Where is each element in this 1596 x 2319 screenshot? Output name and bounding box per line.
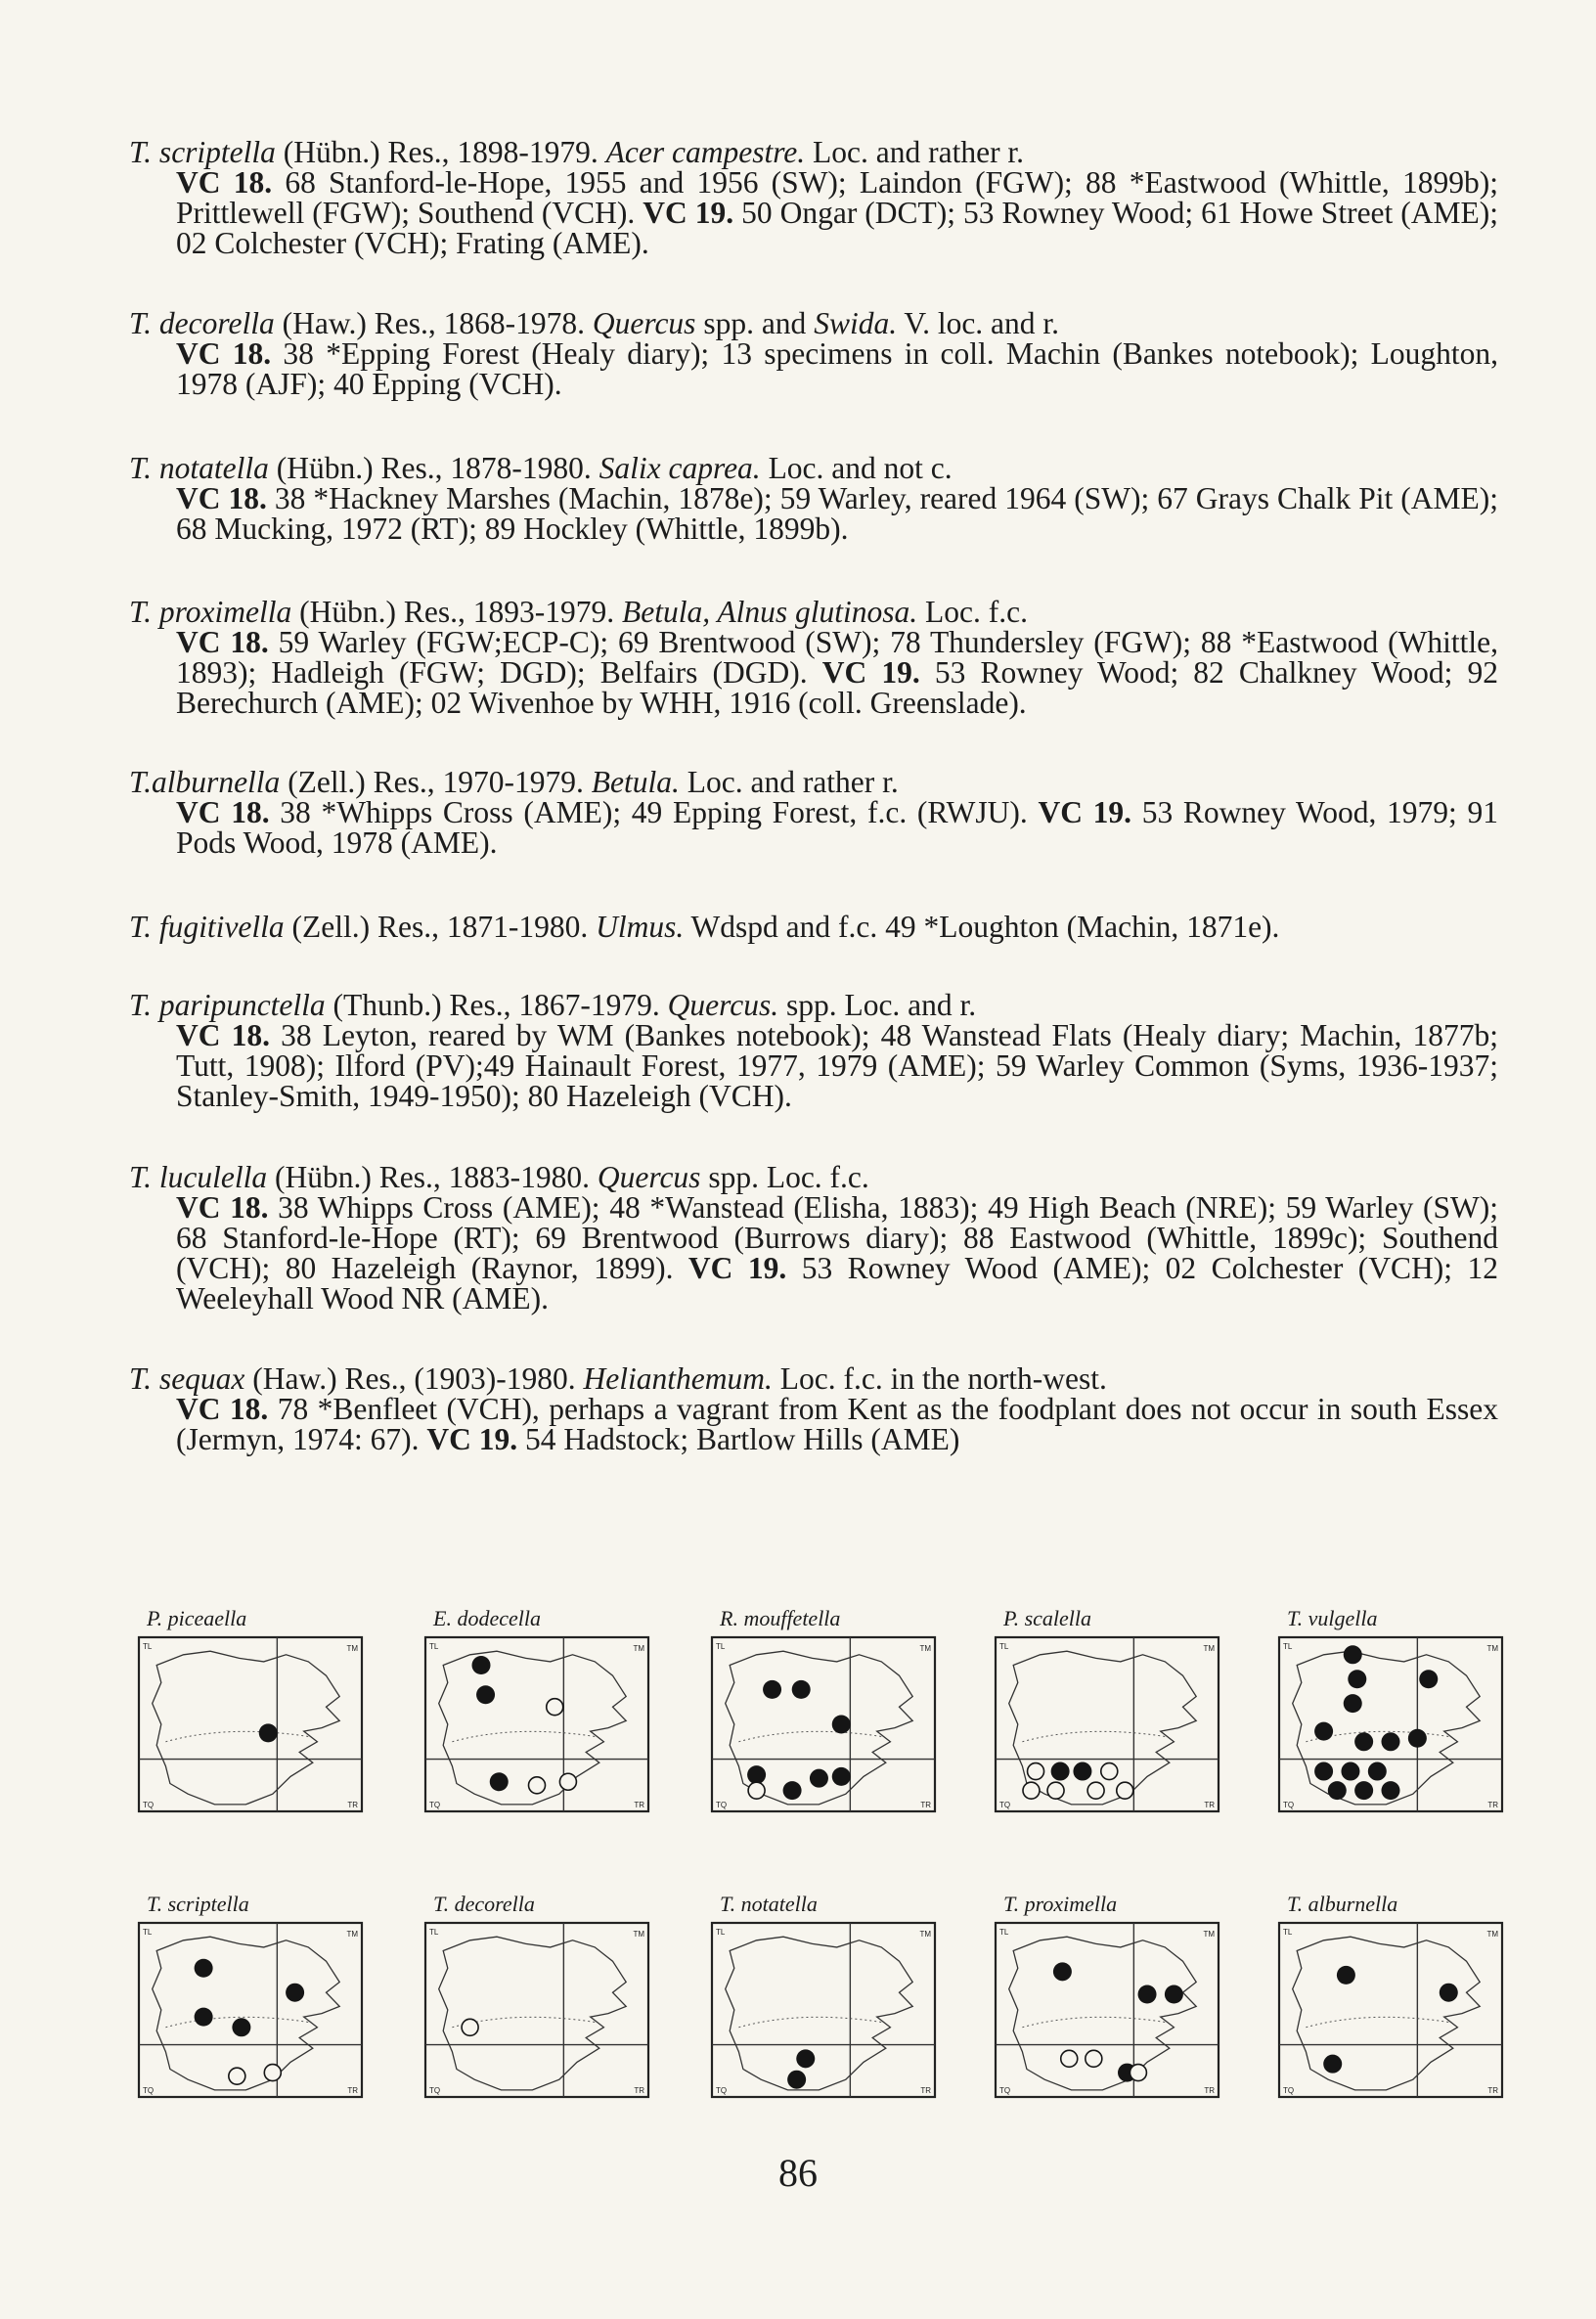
record-dot-solid — [787, 2071, 806, 2089]
record-dot-open — [1086, 2050, 1102, 2067]
species-entry-scriptella: T. scriptella (Hübn.) Res., 1898-1979. Acer campestre. Loc. and rather r. VC 18. 68 Stanford-le-Hope, 1955 and 1956 (SW); Laindon (FGW); 88 *Eastwood (Whittle, 1899b); Prittlewell (FGW); Southend (VCH). VC 19. 50 Ongar (DCT); 53 Rowney Wood; 61 Howe Street (AME); 02 Colchester (VCH); Frating (AME). — [129, 135, 1498, 260]
species-entry-notatella: T. notatella (Hübn.) Res., 1878-1980. Salix caprea. Loc. and not c. VC 18. 38 *Hackney Marshes (Machin, 1878e); 59 Warley, reared 1964 (SW); 67 Grays Chalk Pit (AME); 68 Mucking, 1972 (RT); 89 Hockley (Whittle, 1899b). — [129, 451, 1499, 546]
record-dot-solid — [1344, 1694, 1362, 1713]
county-outline — [153, 1937, 340, 2090]
essex-grid-map — [708, 1633, 943, 1819]
grid-label: TM — [1203, 1930, 1215, 1939]
grid-label: TL — [143, 1642, 153, 1651]
vice-county-boundary — [1306, 2017, 1448, 2027]
vc-label: VC 18. — [176, 625, 269, 659]
grid-label: TM — [919, 1930, 931, 1939]
foodplant: Quercus — [597, 1160, 701, 1194]
essex-grid-map — [1275, 1919, 1510, 2105]
record-dot-open — [462, 2019, 478, 2035]
vc-label: VC 18. — [176, 1392, 269, 1426]
record-dot-solid — [1328, 1781, 1347, 1800]
distribution-map — [135, 1604, 389, 1819]
record-dot-open — [1130, 2065, 1146, 2081]
county-outline — [1009, 1937, 1197, 2090]
map-caption: E. dodecella — [433, 1606, 541, 1630]
distribution-map — [708, 1890, 962, 2105]
vc-label: VC 18. — [176, 795, 270, 829]
vc-label: VC 19. — [1038, 795, 1132, 829]
grid-label: TM — [1486, 1930, 1498, 1939]
vc-label: VC 19. — [426, 1422, 518, 1456]
vice-county-boundary — [165, 1731, 308, 1741]
species-name: T.alburnella — [129, 765, 281, 799]
foodplant: Ulmus. — [596, 910, 685, 944]
record-dot-solid — [1348, 1670, 1366, 1688]
grid-label: TM — [1486, 1644, 1498, 1653]
record-dot-solid — [1440, 1984, 1458, 2002]
species-entry-fugitivella: T. fugitivella (Zell.) Res., 1871-1980. Ulmus. Wdspd and f.c. 49 *Loughton (Machin, 1871e). — [129, 910, 1280, 944]
record-dot-solid — [783, 1781, 802, 1800]
grid-label: TR — [634, 1801, 644, 1809]
foodplant: Betula, Alnus glutinosa. — [621, 595, 918, 629]
essex-grid-map — [421, 1633, 656, 1819]
record-dot-open — [1061, 2050, 1078, 2067]
vice-county-boundary — [1022, 1731, 1165, 1741]
record-dot-solid — [1051, 1762, 1070, 1781]
record-dot-solid — [476, 1685, 495, 1704]
record-dot-solid — [259, 1723, 278, 1742]
map-caption: T. scriptella — [147, 1892, 249, 1916]
grid-label: TQ — [429, 2086, 441, 2095]
distribution-maps — [125, 1604, 1498, 2132]
foodplant: Betula. — [591, 765, 680, 799]
record-dot-open — [748, 1782, 765, 1799]
record-dot-solid — [1382, 1781, 1400, 1800]
record-dot-solid — [1341, 1762, 1359, 1781]
vice-county-boundary — [452, 1731, 595, 1741]
record-dot-solid — [195, 2008, 213, 2027]
foodplant: Quercus — [592, 306, 696, 340]
grid-label: TQ — [716, 1801, 728, 1809]
essex-grid-map — [992, 1919, 1226, 2105]
record-dot-open — [547, 1699, 563, 1716]
foodplant: Helianthemum. — [583, 1361, 773, 1396]
record-dot-open — [1028, 1763, 1044, 1780]
grid-label: TL — [429, 1928, 439, 1937]
species-name: T. decorella — [129, 306, 275, 340]
grid-label: TL — [429, 1642, 439, 1651]
grid-label: TM — [1203, 1644, 1215, 1653]
vc-label: VC 19. — [687, 1251, 787, 1285]
vc-label: VC 19. — [643, 196, 734, 230]
essex-grid-map — [135, 1919, 370, 2105]
county-outline — [439, 1937, 627, 2090]
record-dot-solid — [832, 1767, 851, 1786]
record-dot-solid — [1368, 1762, 1387, 1781]
record-dot-solid — [1323, 2055, 1342, 2074]
distribution-map — [421, 1604, 676, 1819]
record-dot-open — [529, 1777, 546, 1794]
record-dot-solid — [1354, 1781, 1373, 1800]
map-caption: T. vulgella — [1287, 1606, 1378, 1630]
county-outline — [1293, 1937, 1481, 2090]
grid-label: TR — [1487, 2086, 1498, 2095]
record-dot-solid — [1165, 1985, 1183, 2003]
vc-label: VC 18. — [176, 1190, 269, 1225]
vc-label: VC 18. — [176, 481, 267, 515]
record-dot-solid — [1138, 1985, 1157, 2003]
grid-label: TR — [634, 2086, 644, 2095]
record-dot-solid — [832, 1716, 851, 1734]
essex-grid-map — [992, 1633, 1226, 1819]
distribution-map — [992, 1604, 1246, 1819]
grid-label: TL — [999, 1642, 1009, 1651]
record-dot-open — [1117, 1782, 1133, 1799]
foodplant: Salix caprea. — [598, 451, 761, 485]
species-name: T. luculella — [129, 1160, 268, 1194]
map-caption: T. decorella — [433, 1892, 535, 1916]
distribution-map — [1275, 1890, 1530, 2105]
distribution-map — [421, 1890, 676, 2105]
record-dot-solid — [1053, 1962, 1072, 1981]
essex-grid-map — [135, 1633, 370, 1819]
record-dot-open — [559, 1773, 576, 1790]
record-dot-solid — [792, 1680, 811, 1699]
map-caption: T. proximella — [1003, 1892, 1118, 1916]
vice-county-boundary — [738, 2017, 881, 2027]
record-dot-solid — [1073, 1762, 1091, 1781]
species-entry-paripunctella: T. paripunctella (Thunb.) Res., 1867-1979. Quercus. spp. Loc. and r. VC 18. 38 Leyton, reared by WM (Bankes notebook); 48 Wanstead Flats (Healy diary; Machin, 1877b; Tutt, 1908); Ilford (PV);49 Hainault Forest, 1977, 1979 (AME); 59 Warley Common (Syms, 1936-1937; Stanley-Smith, 1949-1950); 80 Hazeleigh (VCH). — [129, 988, 1498, 1113]
grid-label: TL — [143, 1928, 153, 1937]
species-entry-luculella: T. luculella (Hübn.) Res., 1883-1980. Quercus spp. Loc. f.c. VC 18. 38 Whipps Cross (AME); 48 *Wanstead (Elisha, 1883); 49 High Beach (NRE); 59 Warley (SW); 68 Stanford-le-Hope (RT); 69 Brentwood (Burrows diary); 88 Eastwood (Whittle, 1899c); Southend (VCH); 80 Hazeleigh (Raynor, 1899). VC 19. 53 Rowney Wood (AME); 02 Colchester (VCH); 12 Weeleyhall Wood NR (AME). — [129, 1160, 1498, 1316]
grid-label: TR — [347, 2086, 358, 2095]
grid-label: TL — [716, 1642, 726, 1651]
grid-label: TR — [920, 1801, 931, 1809]
species-entry-decorella: T. decorella (Haw.) Res., 1868-1978. Quercus spp. and Swida. V. loc. and r. VC 18. 38 *Epping Forest (Healy diary); 13 specimens in coll. Machin (Bankes notebook); Loughton, 1978 (AJF); 40 Epping (VCH). — [129, 306, 1498, 401]
grid-label: TM — [919, 1644, 931, 1653]
map-caption: T. alburnella — [1287, 1892, 1398, 1916]
grid-label: TQ — [999, 1801, 1011, 1809]
grid-label: TQ — [1283, 2086, 1295, 2095]
record-dot-solid — [747, 1765, 766, 1784]
record-dot-solid — [195, 1959, 213, 1978]
record-dot-open — [1023, 1782, 1040, 1799]
species-name: T. proximella — [129, 595, 292, 629]
record-dot-solid — [490, 1772, 509, 1791]
record-dot-open — [1087, 1782, 1104, 1799]
record-dot-solid — [1382, 1732, 1400, 1751]
species-entry-sequax: T. sequax (Haw.) Res., (1903)-1980. Helianthemum. Loc. f.c. in the north-west. VC 18. 78 *Benfleet (VCH), perhaps a vagrant from Kent as the foodplant does not occur in south Essex (Jermyn, 1974: 67). VC 19. 54 Hadstock; Bartlow Hills (AME) — [129, 1361, 1498, 1456]
map-caption: P. scalella — [1003, 1606, 1092, 1630]
grid-label: TM — [633, 1930, 644, 1939]
foodplant: Swida. — [814, 306, 898, 340]
record-dot-solid — [1344, 1645, 1362, 1664]
distribution-map — [135, 1890, 389, 2105]
page-number: 86 — [778, 2151, 818, 2195]
map-caption: P. piceaella — [147, 1606, 247, 1630]
record-dot-solid — [1337, 1966, 1355, 1985]
record-dot-solid — [1354, 1732, 1373, 1751]
grid-label: TQ — [143, 1801, 155, 1809]
grid-label: TQ — [1283, 1801, 1295, 1809]
grid-label: TL — [1283, 1642, 1293, 1651]
record-dot-open — [1047, 1782, 1064, 1799]
species-name: T. scriptella — [129, 135, 276, 169]
essex-grid-map — [708, 1919, 943, 2105]
species-name: T. fugitivella — [129, 910, 285, 944]
distribution-map — [992, 1890, 1246, 2105]
species-entry-alburnella: T.alburnella (Zell.) Res., 1970-1979. Betula. Loc. and rather r. VC 18. 38 *Whipps Cross (AME); 49 Epping Forest, f.c. (RWJU). VC 19. 53 Rowney Wood, 1979; 91 Pods Wood, 1978 (AME). — [129, 765, 1499, 860]
record-dot-solid — [232, 2018, 250, 2036]
grid-label: TM — [346, 1644, 358, 1653]
foodplant: Acer campestre. — [605, 135, 806, 169]
vc-label: VC 18. — [176, 336, 272, 371]
essex-grid-map — [1275, 1633, 1510, 1819]
grid-label: TR — [1487, 1801, 1498, 1809]
grid-label: TL — [999, 1928, 1009, 1937]
grid-label: TL — [716, 1928, 726, 1937]
grid-label: TR — [347, 1801, 358, 1809]
species-entry-proximella: T. proximella (Hübn.) Res., 1893-1979. Betula, Alnus glutinosa. Loc. f.c. VC 18. 59 Warley (FGW;ECP-C); 69 Brentwood (SW); 78 Thundersley (FGW); 88 *Eastwood (Whittle, 1893); Hadleigh (FGW; DGD); Belfairs (DGD). VC 19. 53 Rowney Wood; 82 Chalkney Wood; 92 Berechurch (AME); 02 Wivenhoe by WHH, 1916 (coll. Greenslade). — [129, 595, 1499, 720]
grid-label: TR — [1204, 1801, 1215, 1809]
vc-label: VC 18. — [176, 1018, 270, 1052]
vc-label: VC 19. — [821, 655, 920, 690]
record-dot-solid — [1314, 1762, 1333, 1781]
record-dot-open — [264, 2065, 281, 2081]
record-dot-solid — [1419, 1670, 1438, 1688]
vice-county-boundary — [1022, 2017, 1165, 2027]
record-dot-solid — [286, 1984, 304, 2002]
species-name: T. sequax — [129, 1361, 245, 1396]
grid-label: TR — [920, 2086, 931, 2095]
record-dot-solid — [810, 1769, 828, 1788]
record-dot-solid — [796, 2049, 815, 2068]
vc-label: VC 18. — [176, 165, 273, 200]
vice-county-boundary — [738, 1731, 881, 1741]
essex-grid-map — [421, 1919, 656, 2105]
record-dot-open — [1101, 1763, 1118, 1780]
grid-label: TQ — [143, 2086, 155, 2095]
species-name: T. paripunctella — [129, 988, 326, 1022]
map-caption: R. mouffetella — [720, 1606, 841, 1630]
distribution-map — [708, 1604, 962, 1819]
county-outline — [726, 1937, 913, 2090]
grid-label: TM — [346, 1930, 358, 1939]
grid-label: TL — [1283, 1928, 1293, 1937]
grid-label: TQ — [429, 1801, 441, 1809]
grid-label: TQ — [999, 2086, 1011, 2095]
species-name: T. notatella — [129, 451, 269, 485]
record-dot-solid — [472, 1656, 491, 1674]
record-dot-solid — [1314, 1722, 1333, 1741]
record-dot-open — [229, 2068, 245, 2084]
grid-label: TM — [633, 1644, 644, 1653]
record-dot-solid — [1408, 1729, 1427, 1748]
county-outline — [153, 1651, 340, 1805]
distribution-map — [1275, 1604, 1530, 1819]
foodplant: Quercus. — [667, 988, 779, 1022]
county-outline — [1009, 1651, 1197, 1805]
grid-label: TQ — [716, 2086, 728, 2095]
grid-label: TR — [1204, 2086, 1215, 2095]
map-caption: T. notatella — [720, 1892, 818, 1916]
record-dot-solid — [763, 1680, 781, 1699]
